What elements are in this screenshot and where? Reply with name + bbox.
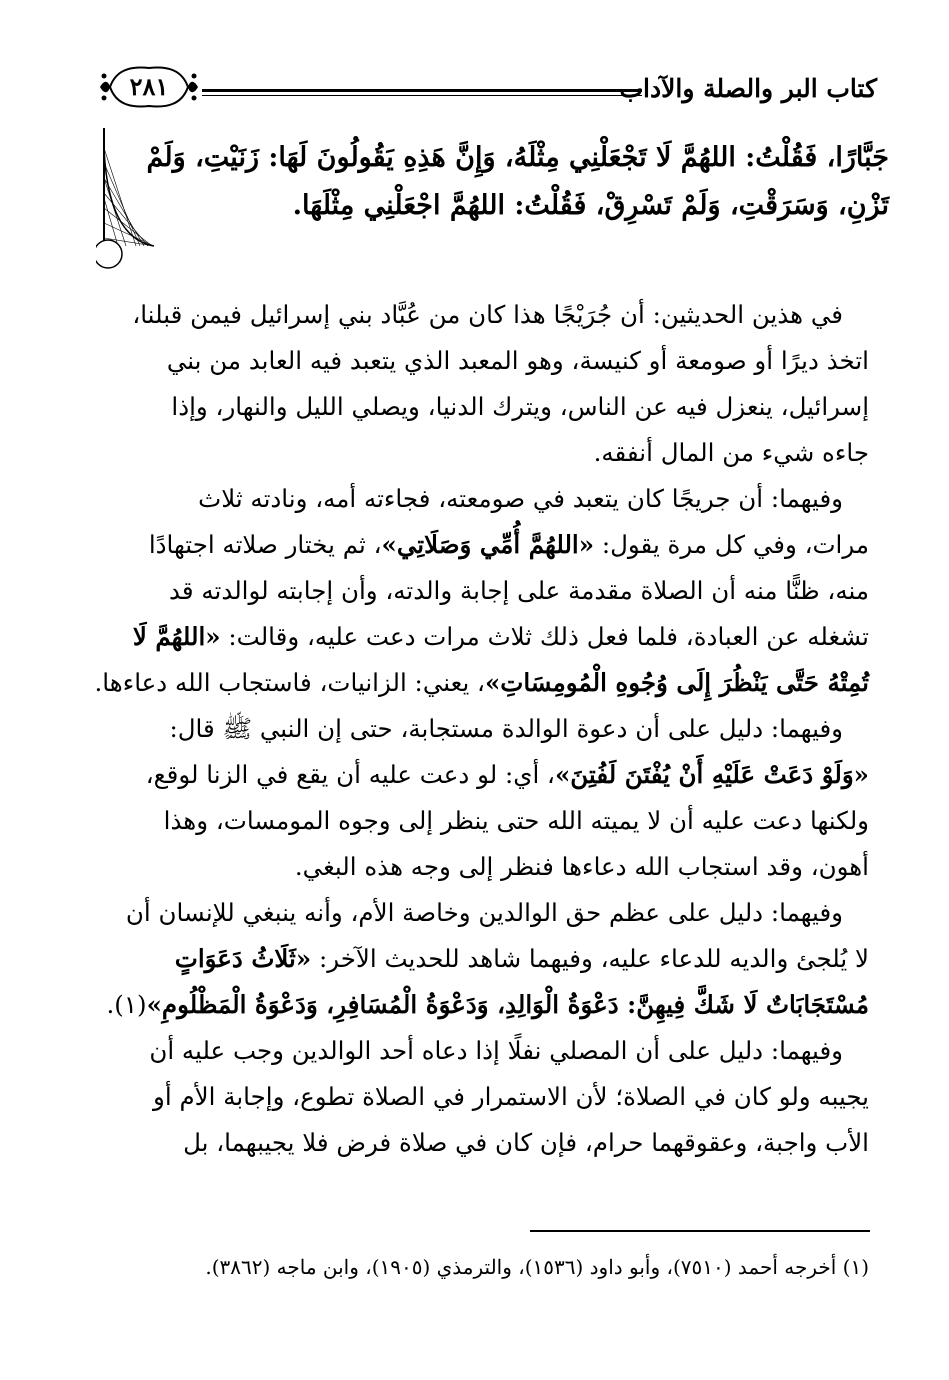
text-line: وفيهما: دليل على عظم حق الوالدين وخاصة الأم، وأنه ينبغي للإنسان أن: [125, 898, 843, 927]
header-rule: [202, 89, 642, 92]
text-run: ، أي: لو دعت عليه أن يقع في الزنا لوقع،: [145, 760, 555, 789]
text-line: إسرائيل، ينعزل فيه عن الناس، ويترك الدنيا، ويصلي الليل والنهار، وإذا: [171, 392, 869, 421]
text-run: مرات، وفي كل مرة يقول:: [594, 530, 869, 559]
text-line: وفيهما: دليل على أن دعوة الوالدة مستجابة، حتى إن النبي ﷺ قال:: [169, 714, 843, 743]
text-line: [95, 936, 869, 982]
text-line: وفيهما: أن جريجًا كان يتعبد في صومعته، فجاءته أمه، ونادته ثلاث: [198, 484, 843, 513]
hadith-text: [146, 134, 889, 230]
text-run: تشغله عن العبادة، فلما فعل ذلك ثلاث مرات دعت عليه، وقالت:: [220, 622, 869, 651]
footnote: (١) أخرجه أحمد (٧٥١٠)، وأبو داود (١٥٣٦)، والترمذي (١٩٠٥)، وابن ماجه (٣٨٦٢).: [205, 1255, 869, 1279]
hadith-line: جَبَّارًا، فَقُلْتُ: اللهُمَّ لَا تَجْعَلْنِي مِثْلَهُ، وَإِنَّ هَذِهِ يَقُولُونَ لَهَا: زَنَيْتِ، وَلَمْ: [146, 142, 889, 173]
text-line: وفيهما: دليل على أن المصلي نفلًا إذا دعاه أحد الوالدين وجب عليه أن: [149, 1036, 843, 1065]
hadith-quote: «اللهُمَّ لَا: [132, 622, 221, 651]
hadith-quote: تُمِتْهُ حَتَّى يَنْظُرَ إِلَى وُجُوهِ الْمُومِسَاتِ»: [484, 668, 869, 697]
text-line: اتخذ ديرًا أو صومعة أو كنيسة، وهو المعبد الذي يتعبد فيه العابد من بني: [166, 346, 869, 375]
paragraph: [95, 890, 869, 1028]
text-line: [95, 614, 869, 660]
paragraph: [95, 292, 869, 476]
body-text: [95, 292, 869, 1166]
hadith-quote: «اللهُمَّ أُمِّي وَصَلَاتِي»: [381, 530, 595, 559]
hadith-box: [96, 128, 889, 268]
text-line: في هذين الحديثين: أن جُرَيْجًا هذا كان من عُبَّاد بني إسرائيل فيمن قبلنا،: [132, 300, 843, 329]
text-line: ولكنها دعت عليه أن لا يميته الله حتى ينظر إلى وجوه المومسات، وهذا: [163, 806, 869, 835]
paragraph: [95, 706, 869, 890]
text-line: الأب واجبة، وعقوقهما حرام، فإن كان في صلاة فرض فلا يجيبهما، بل: [183, 1128, 869, 1157]
text-line: [95, 522, 869, 568]
page-number: ٢٨١: [129, 72, 169, 101]
text-run: (١).: [106, 990, 147, 1019]
book-title: كتاب البر والصلة والآداب: [619, 74, 877, 103]
text-run: ، يعني: الزانيات، فاستجاب الله دعاءها.: [94, 668, 485, 697]
hadith-quote: «ثَلَاثُ دَعَوَاتٍ: [174, 944, 312, 973]
paragraph: [95, 1028, 869, 1166]
hadith-line: تَزْنِ، وَسَرَقْتِ، وَلَمْ تَسْرِقْ، فَقُلْتُ: اللهُمَّ اجْعَلْنِي مِثْلَهَا.: [292, 190, 889, 221]
paragraph: [95, 476, 869, 706]
text-run: ، ثم يختار صلاته اجتهادًا: [148, 530, 382, 559]
text-line: جاءه شيء من المال أنفقه.: [593, 438, 869, 467]
page-header: [96, 62, 877, 118]
footnote-rule: [530, 1230, 870, 1232]
hadith-quote: «وَلَوْ دَعَتْ عَلَيْهِ أَنْ يُفْتَنَ لَفُتِنَ»: [554, 760, 869, 789]
text-line: [95, 752, 869, 798]
text-line: يجيبه ولو كان في الصلاة؛ لأن الاستمرار في الصلاة تطوع، وإجابة الأم أو: [153, 1082, 869, 1111]
text-line: [95, 660, 869, 706]
text-run: لا يُلجئ والديه للدعاء عليه، وفيهما شاهد للحديث الآخر:: [311, 944, 869, 973]
text-line: [95, 982, 869, 1028]
text-line: أهون، وقد استجاب الله دعاءها فنظر إلى وجه هذه البغي.: [294, 852, 869, 881]
hadith-quote: مُسْتَجَابَاتٌ لَا شَكَّ فِيهِنَّ: دَعْوَةُ الْوَالِدِ، وَدَعْوَةُ الْمُسَافِرِ، وَدَعْوَةُ الْمَظْلُومِ»: [146, 990, 869, 1019]
text-line: منه، ظنًّا منه أن الصلاة مقدمة على إجابة والدته، وأن إجابته لوالدته قد: [169, 576, 869, 605]
